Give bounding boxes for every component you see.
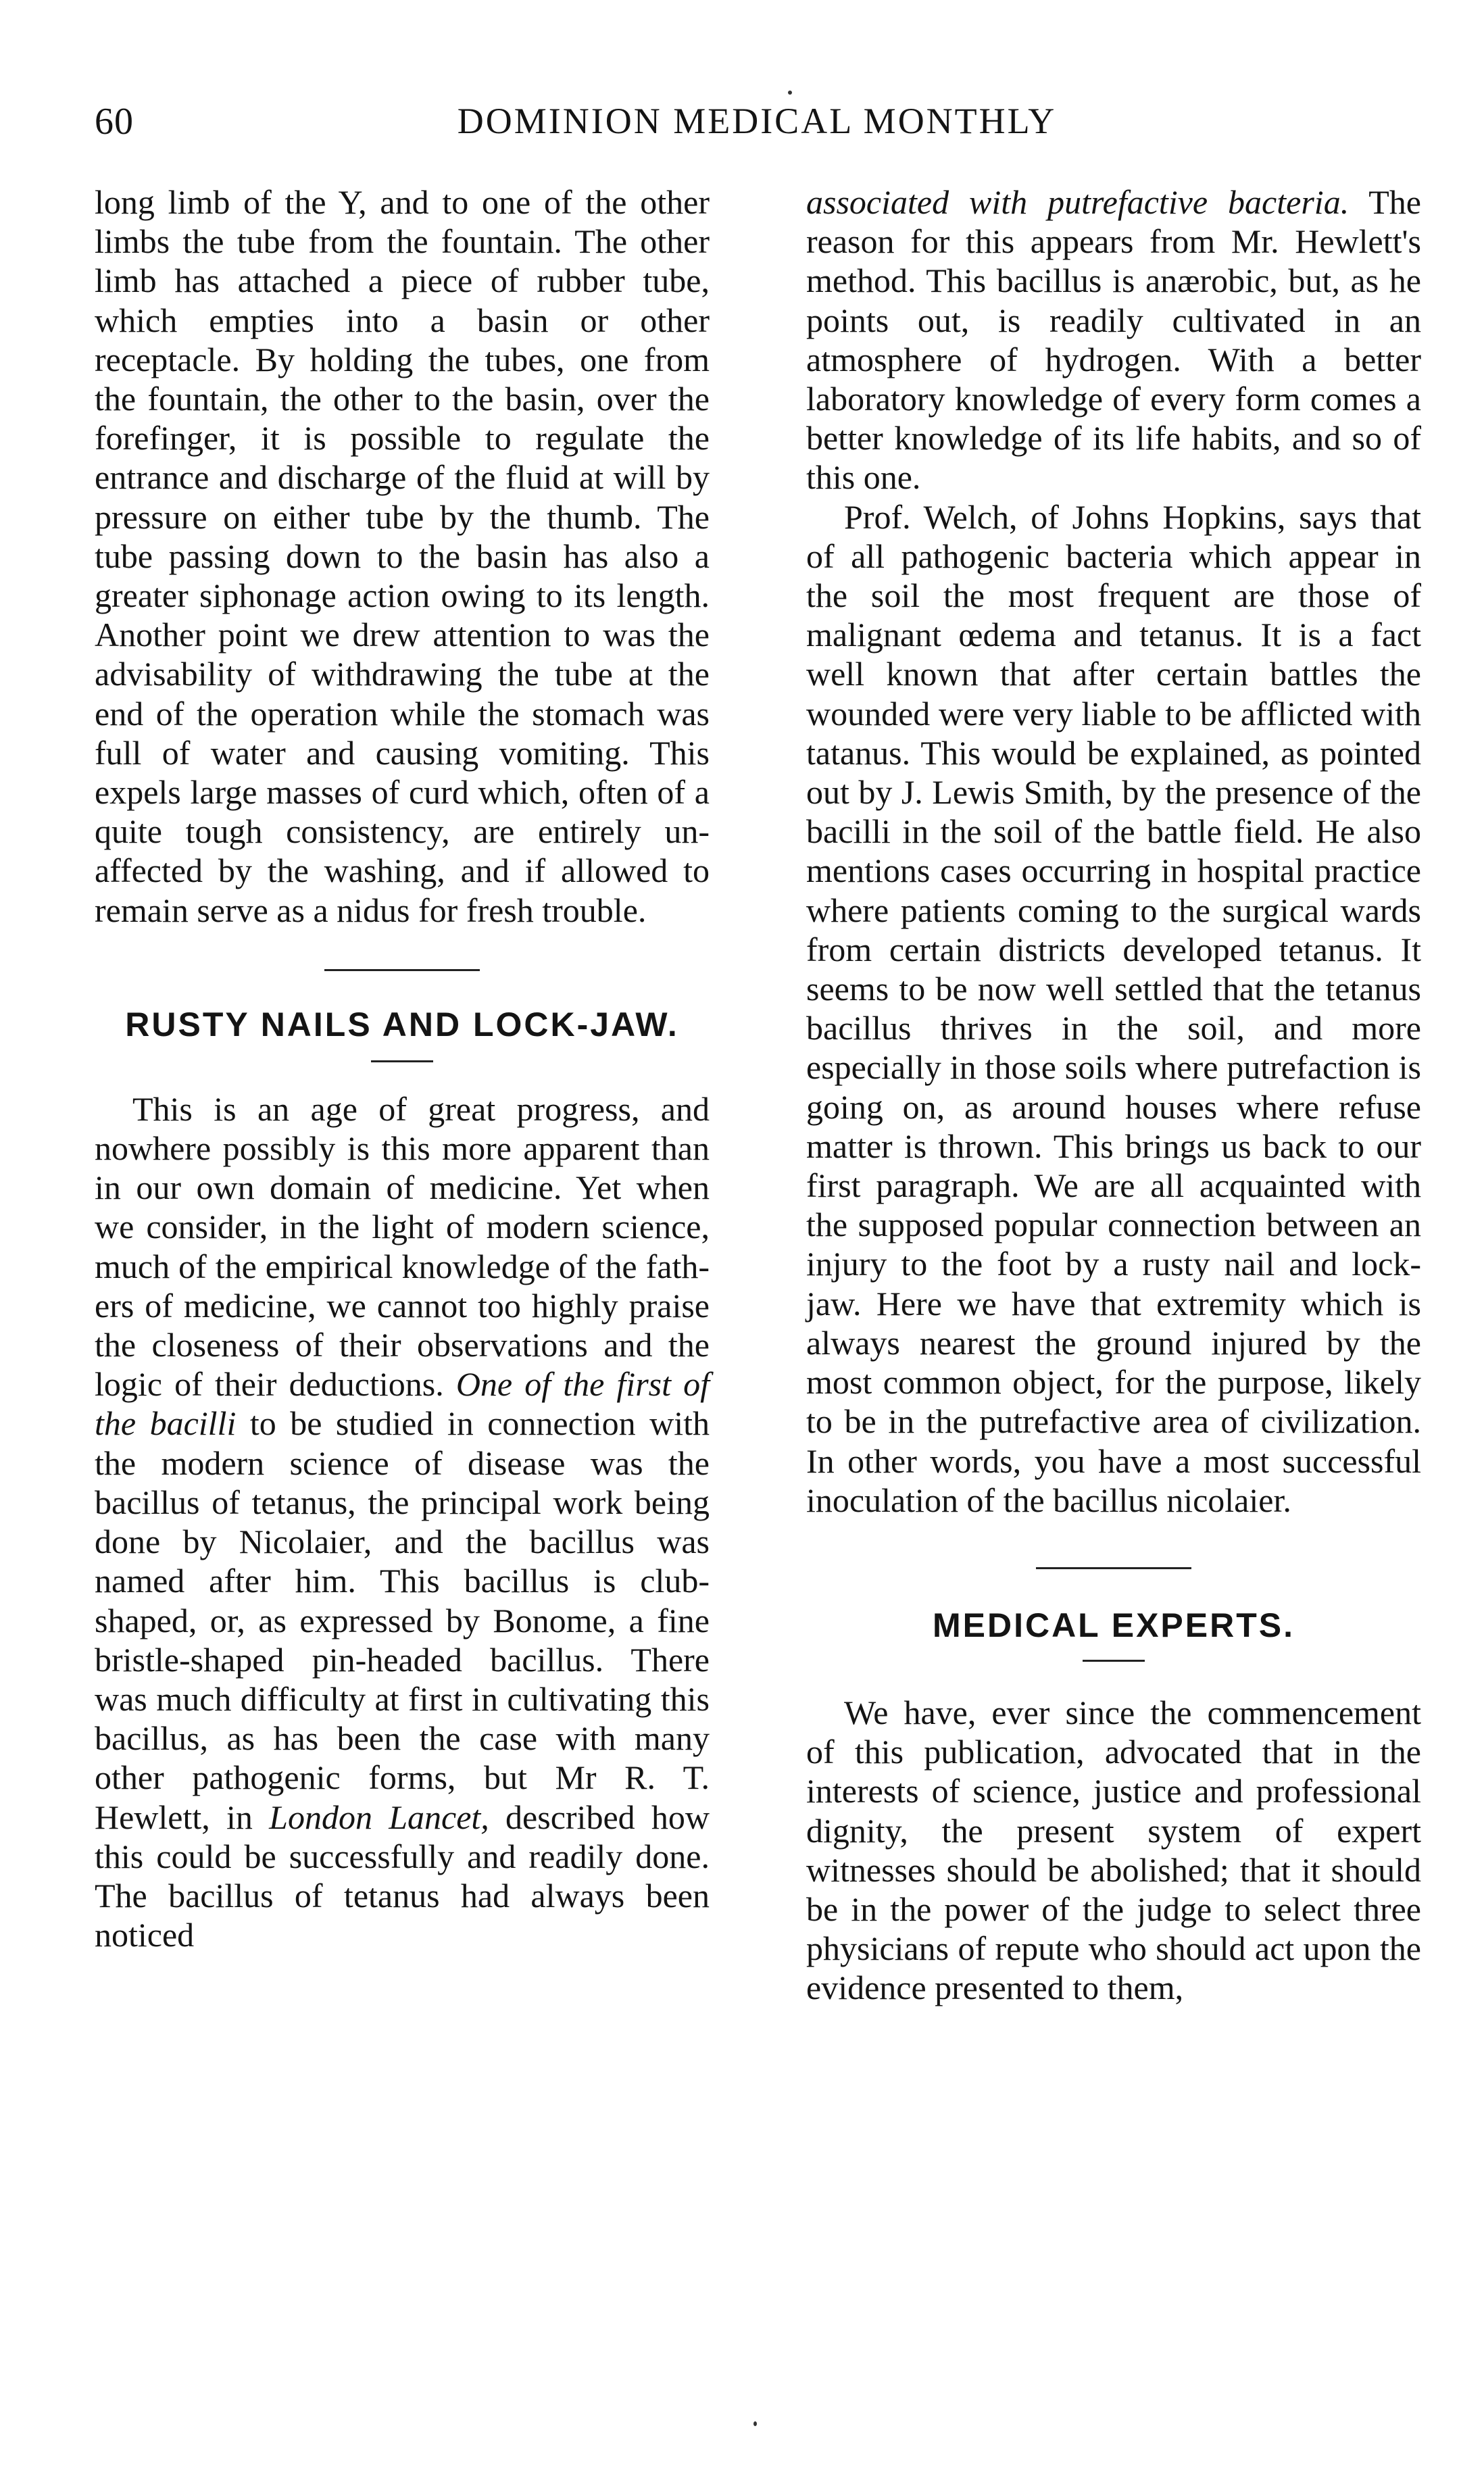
article-paragraph: Prof. Welch, of Johns Hopkins, says that of all pathogenic bacteria which appear in the soil the most frequent are those of malignant œdema and tetanus. It is a fact well known that after certain battles the wounded were very liable to be afflicted with tatanus. This would be explained, as pointed out by J. Lewis Smith, by the presence of the bacilli in the soil of the battle field. He also mentions cases occurring in hospital practice where patients coming to the surgical wards from certain districts developed tetanus. It seems to be now well settled that the tetanus bacillus thrives in the soil, and more especially in those soils where putrefaction is going on, as around houses where refuse matter is thrown. This brings us back to our first paragraph. We are all acquainted with the supposed popular connection between an injury to the foot by a rusty nail and lock-jaw. Here we have that extremity which is always nearest the ground injured by the most common object, for the purpose, likely to be in the putrefactive area of civilization. In other words, you have a most successful inoculation of the bacillus nicolaier.: [806, 497, 1421, 1519]
article-paragraph: [95, 1089, 710, 1954]
paragraph-text: to be studied in connection with the modern science of disease was the bacillus of tetanus, the principal work being done by Nicolaier, and the bacillus was named after him. This bacillus is club-shaped, or, as expressed by Bonome, a fine bristle-shaped pin-headed bacillus. There was much difficulty at first in cultivating this bacillus, as has been the case with many other pathogenic forms, but Mr R. T. Hewlett, in: [95, 1404, 710, 1836]
section-title-medical-experts: MEDICAL EXPERTS.: [932, 1606, 1295, 1644]
print-speck: [788, 91, 792, 95]
source-citation: London Lancet,: [269, 1798, 489, 1836]
print-speck: [753, 2421, 757, 2426]
left-column: [95, 182, 710, 1954]
paragraph-text: This is an age of great progress, and nowhere possibly is this more apparent than in our own domain of medicine. Yet when we consider, in the light of modern science, much of the empirical knowledge of the fathers of medicine, we cannot too highly praise the closeness of their observations and the logic of their deductions.: [95, 1089, 710, 1404]
journal-title: DOMINION MEDICAL MONTHLY: [457, 101, 1057, 141]
article-paragraph: long limb of the Y, and to one of the other limbs the tube from the fountain. The other limb has attached a piece of rubber tube, which empties into a basin or other receptacle. By holding the tubes, one from the fountain, the other to the basin, over the forefinger, it is possible to regulate the entrance and discharge of the fluid at will by pressure on either tube by the thumb. The tube passing down to the basin has also a greater siphonage action owing to its length. Another point we drew attention to was the advisability of withdrawing the tube at the end of the operation while the stomach was full of water and causing vomiting. This expels large masses of curd which, often of a quite tough consistency, are entirely unaffected by the washing, and if allowed to remain serve as a nidus for fresh trouble.: [95, 183, 710, 929]
section-title-rusty-nails: RUSTY NAILS AND LOCK-JAW.: [125, 1005, 679, 1043]
page-number: 60: [95, 101, 134, 143]
italic-text: associated with putrefactive bacteria.: [806, 183, 1350, 221]
paragraph-text: described how this could be successfully and readily done. The bacillus of tetanus had always been noticed: [95, 1798, 710, 1954]
italic-text: One of the first of the bacilli: [95, 1365, 710, 1443]
right-column: [806, 182, 1421, 2008]
article-paragraph: [806, 182, 1421, 497]
running-header: [95, 100, 1419, 147]
article-paragraph: We have, ever since the commencement of this publication, advocated that in the interests of science, justice and professional dignity, the present system of expert witnesses should be abolished; that it should be in the power of the judge to select three physicians of repute who should act upon the evidence presented to them,: [806, 1693, 1421, 2007]
paragraph-text: The reason for this appears from Mr. Hewlett's method. This bacillus is anærobic, but, as he points out, is readily cultivated in an atmosphere of hydrogen. With a better laboratory knowledge of every form comes a better knowledge of its life habits, and so of this one.: [806, 183, 1421, 497]
